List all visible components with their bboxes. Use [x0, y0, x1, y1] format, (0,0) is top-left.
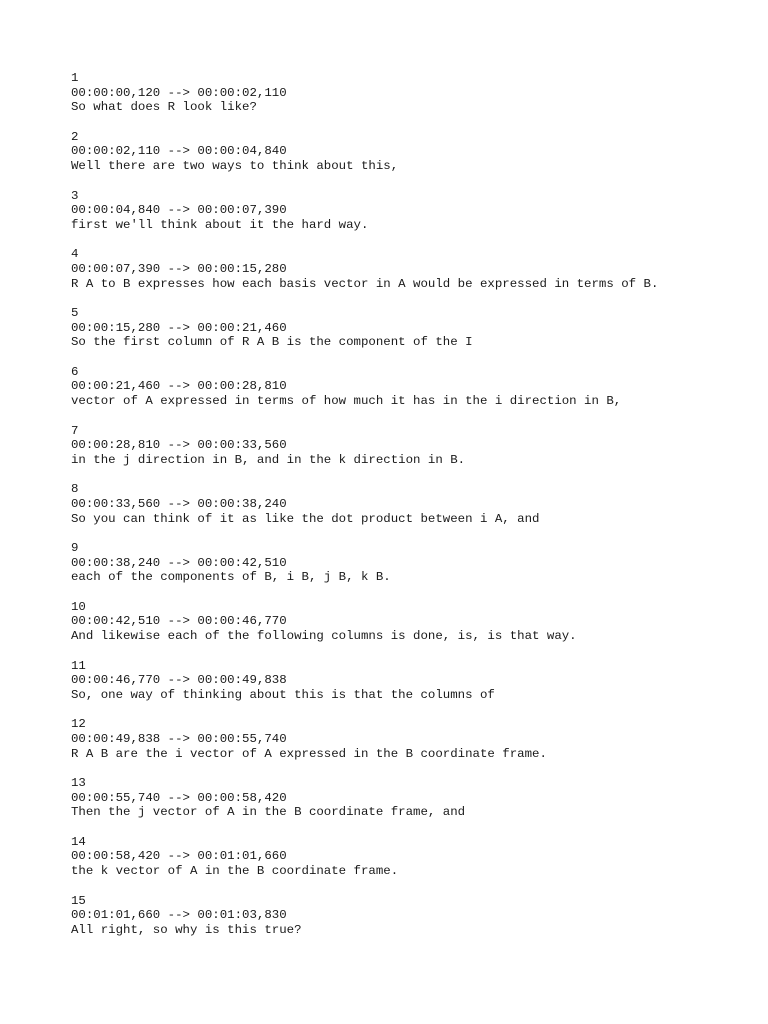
cue-text: And likewise each of the following columns is done, is, is that way.	[71, 629, 577, 644]
cue-timing: 00:00:46,770 --> 00:00:49,838	[71, 673, 287, 688]
cue-text: So the first column of R A B is the component of the I	[71, 335, 473, 350]
cue-index: 13	[71, 776, 86, 790]
cue-text: R A B are the i vector of A expressed in the B coordinate frame.	[71, 746, 547, 761]
subtitle-cue	[71, 365, 751, 409]
cue-timing: 00:00:00,120 --> 00:00:02,110	[71, 85, 287, 100]
cue-timing: 00:00:04,840 --> 00:00:07,390	[71, 203, 287, 218]
cue-index: 2	[71, 129, 79, 144]
subtitle-cue	[71, 306, 751, 350]
cue-index: 7	[71, 423, 79, 438]
cue-index: 6	[71, 364, 79, 379]
cue-timing: 00:00:02,110 --> 00:00:04,840	[71, 144, 287, 159]
subtitle-cue	[71, 482, 751, 526]
cue-text: each of the components of B, i B, j B, k B.	[71, 570, 391, 585]
cue-text: So you can think of it as like the dot product between i A, and	[71, 511, 540, 526]
subtitle-cue	[71, 717, 751, 761]
subtitle-cue	[71, 776, 751, 820]
cue-timing: 00:00:58,420 --> 00:01:01,660	[71, 849, 287, 864]
subtitle-cue	[71, 247, 751, 291]
cue-timing: 00:00:28,810 --> 00:00:33,560	[71, 438, 287, 453]
subtitle-cue	[71, 659, 751, 703]
subtitle-cue	[71, 130, 751, 174]
cue-index: 10	[71, 599, 86, 614]
cue-text: Well there are two ways to think about this,	[71, 159, 399, 174]
cue-text: first we'll think about it the hard way.	[71, 217, 369, 232]
cue-index: 14	[71, 834, 86, 849]
cue-text: the k vector of A in the B coordinate frame.	[71, 864, 399, 879]
cue-index: 11	[71, 658, 86, 673]
cue-index: 15	[71, 893, 86, 908]
cue-text: All right, so why is this true?	[71, 922, 302, 937]
cue-index: 4	[71, 247, 79, 262]
cue-timing: 00:00:33,560 --> 00:00:38,240	[71, 496, 287, 511]
cue-index: 3	[71, 188, 79, 203]
cue-text: Then the j vector of A in the B coordinate frame, and	[71, 805, 466, 820]
subtitle-cue	[71, 189, 751, 233]
subtitle-document	[71, 71, 751, 952]
subtitle-cue	[71, 835, 751, 879]
cue-timing: 00:00:55,740 --> 00:00:58,420	[71, 790, 287, 805]
cue-text: So, one way of thinking about this is that the columns of	[71, 687, 495, 702]
cue-index: 1	[71, 71, 79, 85]
cue-text: So what does R look like?	[71, 100, 257, 115]
cue-timing: 00:00:15,280 --> 00:00:21,460	[71, 320, 287, 335]
cue-timing: 00:00:42,510 --> 00:00:46,770	[71, 614, 287, 629]
subtitle-cue	[71, 600, 751, 644]
cue-index: 9	[71, 541, 79, 555]
subtitle-cue	[71, 71, 751, 115]
cue-text: vector of A expressed in terms of how much it has in the i direction in B,	[71, 394, 622, 409]
subtitle-cue	[71, 894, 751, 938]
cue-timing: 00:00:38,240 --> 00:00:42,510	[71, 555, 287, 570]
cue-index: 5	[71, 306, 79, 320]
cue-timing: 00:00:21,460 --> 00:00:28,810	[71, 379, 287, 394]
cue-text: in the j direction in B, and in the k direction in B.	[71, 452, 466, 467]
cue-index: 8	[71, 482, 79, 497]
cue-timing: 00:00:49,838 --> 00:00:55,740	[71, 731, 287, 746]
cue-timing: 00:00:07,390 --> 00:00:15,280	[71, 261, 287, 276]
cue-index: 12	[71, 717, 86, 732]
cue-timing: 00:01:01,660 --> 00:01:03,830	[71, 908, 287, 923]
subtitle-cue	[71, 541, 751, 585]
cue-text: R A to B expresses how each basis vector in A would be expressed in terms of B.	[71, 276, 659, 291]
subtitle-cue	[71, 424, 751, 468]
